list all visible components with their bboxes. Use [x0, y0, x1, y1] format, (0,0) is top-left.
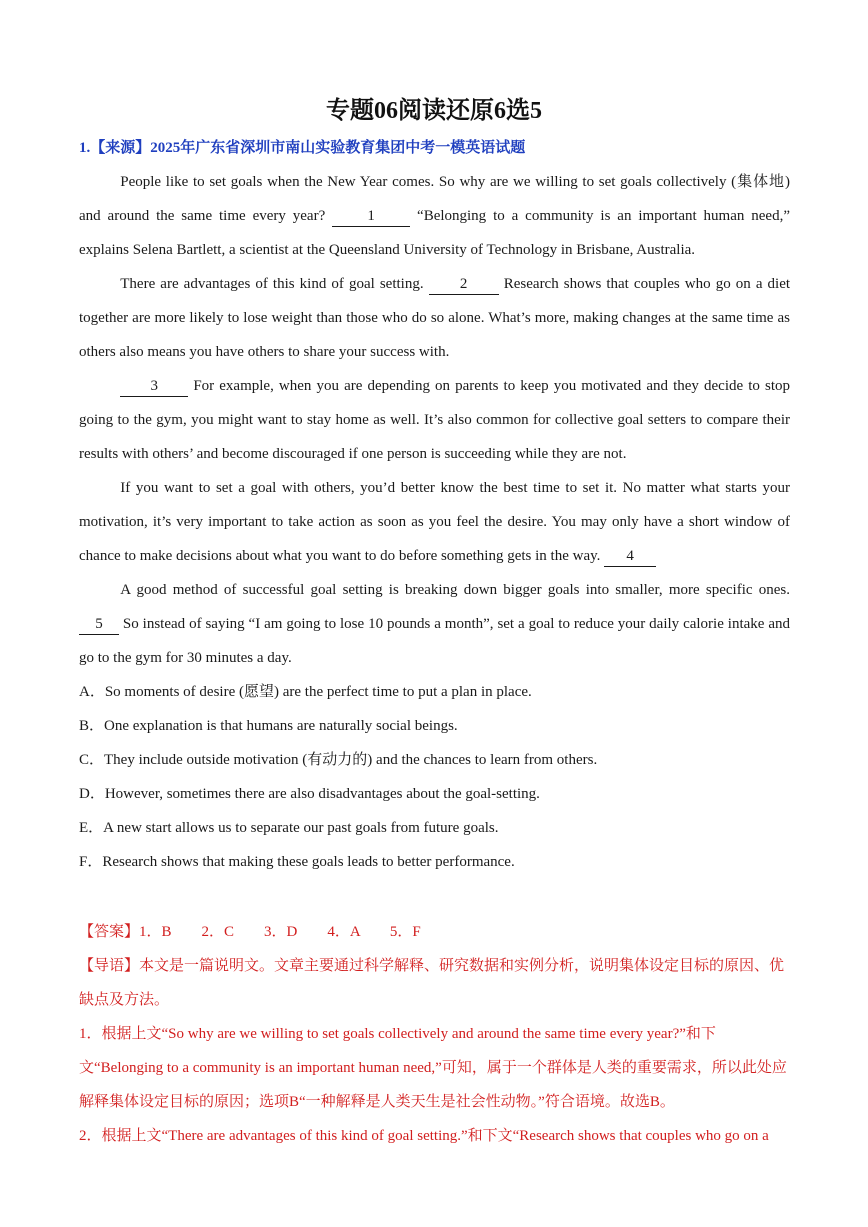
blank-4: 4 — [604, 546, 656, 567]
option-d: D．However, sometimes there are also disadvantages about the goal-setting. — [79, 786, 540, 802]
option-e: E．A new start allows us to separate our past goals from future goals. — [79, 820, 499, 836]
option-c: C．They include outside motivation (有动力的) and the chances to learn from others. — [79, 752, 598, 768]
paragraph-text: “Belonging to a community is an important human need,” explains Selena Bartlett, a scientist at the Queensland University of Technology in Brisbane, Australia. — [79, 208, 790, 258]
answer-key: 【答案】1．B 2．C 3．D 4．A 5．F — [79, 924, 421, 940]
paragraph-2 — [79, 267, 790, 369]
paragraph-3 — [79, 369, 790, 471]
explanation-2: 2．根据上文“There are advantages of this kind of goal setting.”和下文“Research shows that couples who go on a — [79, 1128, 769, 1144]
answer-options — [79, 675, 790, 879]
paragraph-5 — [79, 573, 790, 675]
option-f: F．Research shows that making these goals leads to better performance. — [79, 854, 515, 870]
reading-passage — [79, 165, 790, 675]
paragraph-1 — [79, 165, 790, 267]
paragraph-text: If you want to set a goal with others, you’d better know the best time to set it. No matter what starts your motivation, it’s very important to take action as soon as you feel the desire. You may only have a short window of chance to make decisions about what you want to do before something gets in the way. — [79, 480, 790, 564]
paragraph-text: There are advantages of this kind of goal setting. — [120, 276, 424, 292]
paragraph-text: Research shows that couples who go on a diet together are more likely to lose weight than those who do so alone. What’s more, making changes at the same time as others also means you have others to share your success with. — [79, 276, 791, 360]
paragraph-text: For example, when you are depending on parents to keep you motivated and they decide to stop going to the gym, you might want to stay home as well. It’s also common for collective goal setters to compare their results with others’ and become discouraged if one person is succeeding while they are not. — [79, 378, 790, 462]
blank-3: 3 — [120, 376, 188, 397]
option-a: A．So moments of desire (愿望) are the perfect time to put a plan in place. — [79, 684, 532, 700]
page-title: 专题06阅读还原6选5 — [326, 98, 542, 124]
blank-1: 1 — [332, 206, 410, 227]
option-b: B．One explanation is that humans are naturally social beings. — [79, 718, 458, 734]
paragraph-text: So instead of saying “I am going to lose 10 pounds a month”, set a goal to reduce your daily calorie intake and go to the gym for 30 minutes a day. — [79, 616, 791, 666]
guide-text: 【导语】本文是一篇说明文。文章主要通过科学解释、研究数据和实例分析，说明集体设定目标的原因、优缺点及方法。 — [79, 958, 785, 1008]
question-source: 1.【来源】2025年广东省深圳市南山实验教育集团中考一模英语试题 — [79, 140, 526, 156]
blank-2: 2 — [429, 274, 499, 295]
answer-section — [79, 915, 790, 1153]
paragraph-text: A good method of successful goal setting is breaking down bigger goals into smaller, more specific ones. — [120, 582, 790, 598]
blank-5: 5 — [79, 614, 119, 635]
explanation-1: 1．根据上文“So why are we willing to set goals collectively and around the same time every year?”和下文“Belonging to a community is an important human need,”可知，属于一个群体是人类的重要需求，所以此处应解释集体设定目标的原因；选项B“一种解释是人类天生是社会性动物。”符合语境。故选B。 — [79, 1026, 787, 1110]
paragraph-4 — [79, 471, 790, 573]
paragraph-text: People like to set goals when the New Year comes. So why are we willing to set goals collectively (集体地) and around the same time every year? — [79, 174, 790, 224]
